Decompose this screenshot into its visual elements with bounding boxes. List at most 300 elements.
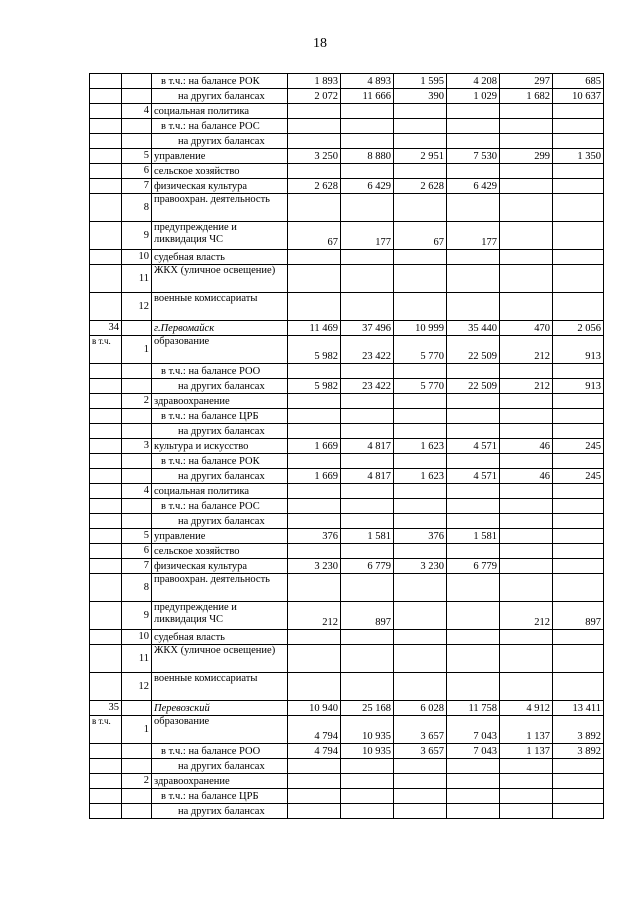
value-cell [288, 293, 341, 321]
value-cell [553, 499, 604, 514]
value-cell: 3 230 [394, 559, 447, 574]
value-cell [447, 194, 500, 222]
table-row [90, 774, 604, 789]
value-cell [500, 759, 553, 774]
subset-marker-cell [90, 194, 122, 222]
value-cell: 3 892 [553, 716, 604, 744]
item-name-cell: на других балансах [152, 469, 288, 484]
item-name-cell: на других балансах [152, 759, 288, 774]
value-cell [500, 499, 553, 514]
subset-marker-cell [90, 499, 122, 514]
value-cell: 1 623 [394, 469, 447, 484]
value-cell [288, 194, 341, 222]
value-cell [288, 789, 341, 804]
item-number-cell: 11 [122, 645, 152, 673]
value-cell: 23 422 [341, 379, 394, 394]
value-cell: 299 [500, 149, 553, 164]
item-number-cell: 1 [122, 716, 152, 744]
value-cell: 376 [394, 529, 447, 544]
value-cell [447, 394, 500, 409]
value-cell: 2 056 [553, 321, 604, 336]
value-cell [447, 104, 500, 119]
table-row [90, 179, 604, 194]
value-cell: 897 [341, 602, 394, 630]
value-cell: 67 [394, 222, 447, 250]
value-cell: 4 571 [447, 469, 500, 484]
item-name-cell: культура и искусство [152, 439, 288, 454]
item-name-cell: управление [152, 529, 288, 544]
value-cell [341, 673, 394, 701]
value-cell: 1 581 [447, 529, 500, 544]
item-number-cell: 12 [122, 293, 152, 321]
item-name-cell: в т.ч.: на балансе РОО [152, 364, 288, 379]
value-cell [394, 119, 447, 134]
value-cell [341, 484, 394, 499]
value-cell [500, 789, 553, 804]
value-cell [288, 409, 341, 424]
item-name-cell: на других балансах [152, 379, 288, 394]
value-cell: 177 [447, 222, 500, 250]
item-name-cell: здравоохранение [152, 394, 288, 409]
value-cell [341, 804, 394, 819]
item-number-cell: 9 [122, 222, 152, 250]
value-cell [341, 499, 394, 514]
table-row [90, 379, 604, 394]
value-cell [500, 673, 553, 701]
value-cell [288, 673, 341, 701]
value-cell: 1 595 [394, 74, 447, 89]
value-cell [447, 119, 500, 134]
subset-marker-cell [90, 149, 122, 164]
subset-marker-cell [90, 514, 122, 529]
value-cell: 11 666 [341, 89, 394, 104]
value-cell [553, 804, 604, 819]
value-cell [341, 789, 394, 804]
value-cell: 3 250 [288, 149, 341, 164]
value-cell [288, 104, 341, 119]
subset-marker-cell [90, 119, 122, 134]
value-cell: 10 935 [341, 744, 394, 759]
value-cell [500, 514, 553, 529]
subset-marker-cell [90, 789, 122, 804]
subset-marker-cell [90, 409, 122, 424]
value-cell [341, 194, 394, 222]
value-cell [447, 673, 500, 701]
value-cell [447, 759, 500, 774]
value-cell [553, 164, 604, 179]
value-cell [341, 774, 394, 789]
item-name-cell: правоохран. деятельность [152, 574, 288, 602]
value-cell [553, 673, 604, 701]
value-cell: 6 779 [341, 559, 394, 574]
value-cell [394, 484, 447, 499]
subset-marker-cell [90, 759, 122, 774]
value-cell: 1 669 [288, 439, 341, 454]
value-cell: 4 208 [447, 74, 500, 89]
item-name-cell: в т.ч.: на балансе ЦРБ [152, 409, 288, 424]
value-cell [394, 645, 447, 673]
value-cell [341, 364, 394, 379]
item-name-cell: сельское хозяйство [152, 164, 288, 179]
value-cell: 1 350 [553, 149, 604, 164]
value-cell [394, 293, 447, 321]
value-cell: 376 [288, 529, 341, 544]
value-cell [447, 409, 500, 424]
table-row [90, 439, 604, 454]
value-cell: 297 [500, 74, 553, 89]
value-cell [500, 645, 553, 673]
value-cell: 5 982 [288, 379, 341, 394]
value-cell [288, 164, 341, 179]
value-cell: 3 657 [394, 744, 447, 759]
value-cell [553, 514, 604, 529]
value-cell [553, 759, 604, 774]
value-cell [500, 630, 553, 645]
value-cell [447, 804, 500, 819]
table-row [90, 134, 604, 149]
table-row [90, 484, 604, 499]
value-cell [288, 544, 341, 559]
value-cell: 6 429 [447, 179, 500, 194]
value-cell [394, 630, 447, 645]
value-cell: 1 623 [394, 439, 447, 454]
value-cell [553, 222, 604, 250]
item-number-cell: 9 [122, 602, 152, 630]
value-cell [553, 104, 604, 119]
item-number-cell: 8 [122, 574, 152, 602]
value-cell [288, 134, 341, 149]
value-cell [288, 265, 341, 293]
value-cell: 5 982 [288, 336, 341, 364]
item-number-cell [122, 74, 152, 89]
item-number-cell [122, 364, 152, 379]
value-cell [500, 222, 553, 250]
subset-marker-cell [90, 559, 122, 574]
value-cell: 7 043 [447, 744, 500, 759]
item-number-cell [122, 499, 152, 514]
value-cell [447, 454, 500, 469]
subset-marker-cell [90, 104, 122, 119]
value-cell: 10 935 [341, 716, 394, 744]
value-cell: 1 581 [341, 529, 394, 544]
value-cell: 67 [288, 222, 341, 250]
table-row [90, 744, 604, 759]
value-cell [394, 544, 447, 559]
value-cell [288, 759, 341, 774]
item-name-cell: здравоохранение [152, 774, 288, 789]
value-cell [500, 179, 553, 194]
item-number-cell: 5 [122, 529, 152, 544]
value-cell [500, 544, 553, 559]
item-name-cell: сельское хозяйство [152, 544, 288, 559]
value-cell [288, 774, 341, 789]
value-cell: 46 [500, 469, 553, 484]
value-cell: 13 411 [553, 701, 604, 716]
item-name-cell: военные комиссариаты [152, 673, 288, 701]
item-name-cell: ЖКХ (уличное освещение) [152, 265, 288, 293]
value-cell [394, 424, 447, 439]
item-name-cell: судебная власть [152, 250, 288, 265]
item-number-cell [122, 759, 152, 774]
value-cell [447, 774, 500, 789]
subset-marker-cell [90, 364, 122, 379]
value-cell [500, 394, 553, 409]
value-cell [553, 774, 604, 789]
value-cell: 4 817 [341, 439, 394, 454]
item-number-cell: 10 [122, 250, 152, 265]
value-cell [553, 134, 604, 149]
value-cell [288, 514, 341, 529]
value-cell: 6 429 [341, 179, 394, 194]
value-cell [447, 499, 500, 514]
item-number-cell: 6 [122, 544, 152, 559]
item-name-cell: образование [152, 336, 288, 364]
value-cell: 212 [500, 379, 553, 394]
value-cell: 3 892 [553, 744, 604, 759]
table-row [90, 194, 604, 222]
value-cell: 897 [553, 602, 604, 630]
value-cell [553, 424, 604, 439]
value-cell [553, 265, 604, 293]
item-name-cell: физическая культура [152, 179, 288, 194]
item-name-cell: в т.ч.: на балансе РОК [152, 74, 288, 89]
table-row [90, 469, 604, 484]
table-row [90, 514, 604, 529]
value-cell: 390 [394, 89, 447, 104]
item-number-cell: 11 [122, 265, 152, 293]
value-cell [394, 759, 447, 774]
item-number-cell [122, 424, 152, 439]
value-cell [500, 424, 553, 439]
value-cell [394, 250, 447, 265]
value-cell: 1 137 [500, 744, 553, 759]
value-cell [447, 574, 500, 602]
value-cell: 1 893 [288, 74, 341, 89]
value-cell [394, 134, 447, 149]
value-cell: 212 [500, 602, 553, 630]
table-row [90, 164, 604, 179]
table-row [90, 250, 604, 265]
value-cell: 22 509 [447, 336, 500, 364]
value-cell [500, 250, 553, 265]
table-row [90, 336, 604, 364]
value-cell [500, 194, 553, 222]
item-number-cell: 5 [122, 149, 152, 164]
value-cell [447, 484, 500, 499]
value-cell [447, 250, 500, 265]
value-cell [447, 134, 500, 149]
value-cell: 8 880 [341, 149, 394, 164]
value-cell [394, 454, 447, 469]
value-cell: 4 817 [341, 469, 394, 484]
table-row [90, 265, 604, 293]
value-cell [553, 789, 604, 804]
value-cell [341, 409, 394, 424]
subset-marker-cell: в т.ч. [90, 336, 122, 364]
value-cell [394, 514, 447, 529]
table-row [90, 424, 604, 439]
value-cell: 11 758 [447, 701, 500, 716]
value-cell: 5 770 [394, 379, 447, 394]
value-cell [341, 104, 394, 119]
value-cell [341, 250, 394, 265]
subset-marker-cell [90, 454, 122, 469]
value-cell [447, 789, 500, 804]
item-number-cell [122, 321, 152, 336]
value-cell [553, 630, 604, 645]
value-cell [341, 119, 394, 134]
value-cell [500, 804, 553, 819]
value-cell [394, 804, 447, 819]
table-row [90, 789, 604, 804]
region-name-cell: г.Первомайск [152, 321, 288, 336]
subset-marker-cell [90, 469, 122, 484]
value-cell [341, 293, 394, 321]
item-name-cell: социальная политика [152, 104, 288, 119]
value-cell [447, 164, 500, 179]
subset-marker-cell [90, 379, 122, 394]
value-cell: 470 [500, 321, 553, 336]
item-number-cell [122, 454, 152, 469]
value-cell [394, 499, 447, 514]
subset-marker-cell [90, 134, 122, 149]
item-number-cell [122, 379, 152, 394]
table-row [90, 293, 604, 321]
value-cell [447, 265, 500, 293]
item-number-cell: 2 [122, 774, 152, 789]
table-row [90, 559, 604, 574]
subset-marker-cell [90, 673, 122, 701]
value-cell [553, 409, 604, 424]
value-cell: 10 940 [288, 701, 341, 716]
value-cell [288, 250, 341, 265]
value-cell [341, 574, 394, 602]
value-cell [288, 394, 341, 409]
value-cell: 5 770 [394, 336, 447, 364]
budget-table [89, 73, 604, 819]
subset-marker-cell [90, 293, 122, 321]
value-cell [288, 364, 341, 379]
value-cell: 1 682 [500, 89, 553, 104]
value-cell: 1 669 [288, 469, 341, 484]
value-cell: 37 496 [341, 321, 394, 336]
value-cell: 23 422 [341, 336, 394, 364]
value-cell: 4 571 [447, 439, 500, 454]
value-cell: 4 794 [288, 744, 341, 759]
table-row [90, 454, 604, 469]
item-number-cell: 8 [122, 194, 152, 222]
value-cell [500, 104, 553, 119]
value-cell: 245 [553, 439, 604, 454]
value-cell [341, 134, 394, 149]
subset-marker-cell [90, 602, 122, 630]
value-cell [288, 484, 341, 499]
value-cell [341, 265, 394, 293]
subset-marker-cell [90, 630, 122, 645]
subset-marker-cell [90, 574, 122, 602]
item-name-cell: предупреждение и ликвидация ЧС [152, 222, 288, 250]
item-name-cell: на других балансах [152, 514, 288, 529]
value-cell [553, 293, 604, 321]
region-row [90, 701, 604, 716]
page-number: 18 [313, 36, 327, 51]
value-cell [394, 789, 447, 804]
value-cell [288, 645, 341, 673]
value-cell [553, 194, 604, 222]
item-number-cell: 6 [122, 164, 152, 179]
value-cell [341, 164, 394, 179]
value-cell [394, 574, 447, 602]
value-cell [447, 514, 500, 529]
item-name-cell: судебная власть [152, 630, 288, 645]
table-row [90, 409, 604, 424]
value-cell [447, 630, 500, 645]
value-cell [341, 759, 394, 774]
item-name-cell: на других балансах [152, 804, 288, 819]
value-cell: 177 [341, 222, 394, 250]
value-cell [288, 499, 341, 514]
value-cell [500, 559, 553, 574]
value-cell [553, 119, 604, 134]
value-cell: 212 [288, 602, 341, 630]
value-cell [447, 645, 500, 673]
subset-marker-cell [90, 424, 122, 439]
item-name-cell: на других балансах [152, 89, 288, 104]
value-cell [500, 265, 553, 293]
table-row [90, 394, 604, 409]
value-cell: 245 [553, 469, 604, 484]
item-name-cell: ЖКХ (уличное освещение) [152, 645, 288, 673]
value-cell: 7 043 [447, 716, 500, 744]
item-name-cell: в т.ч.: на балансе ЦРБ [152, 789, 288, 804]
value-cell: 1 029 [447, 89, 500, 104]
region-name-cell: Перевозский [152, 701, 288, 716]
subset-marker-cell [90, 179, 122, 194]
value-cell: 7 530 [447, 149, 500, 164]
region-number-cell: 35 [90, 701, 122, 716]
subset-marker-cell [90, 439, 122, 454]
value-cell [553, 544, 604, 559]
value-cell: 6 779 [447, 559, 500, 574]
subset-marker-cell [90, 265, 122, 293]
item-name-cell: на других балансах [152, 424, 288, 439]
subset-marker-cell [90, 529, 122, 544]
value-cell [553, 364, 604, 379]
value-cell [394, 774, 447, 789]
value-cell [341, 630, 394, 645]
value-cell: 10 999 [394, 321, 447, 336]
item-number-cell [122, 789, 152, 804]
subset-marker-cell [90, 804, 122, 819]
value-cell [447, 293, 500, 321]
item-number-cell: 4 [122, 104, 152, 119]
region-number-cell: 34 [90, 321, 122, 336]
subset-marker-cell [90, 774, 122, 789]
item-number-cell [122, 744, 152, 759]
item-number-cell: 7 [122, 559, 152, 574]
value-cell: 4 794 [288, 716, 341, 744]
table-row [90, 759, 604, 774]
value-cell [553, 394, 604, 409]
value-cell: 913 [553, 336, 604, 364]
value-cell [341, 394, 394, 409]
value-cell [288, 424, 341, 439]
item-number-cell [122, 89, 152, 104]
value-cell [553, 574, 604, 602]
value-cell [500, 364, 553, 379]
subset-marker-cell [90, 164, 122, 179]
item-name-cell: в т.ч.: на балансе РОС [152, 119, 288, 134]
